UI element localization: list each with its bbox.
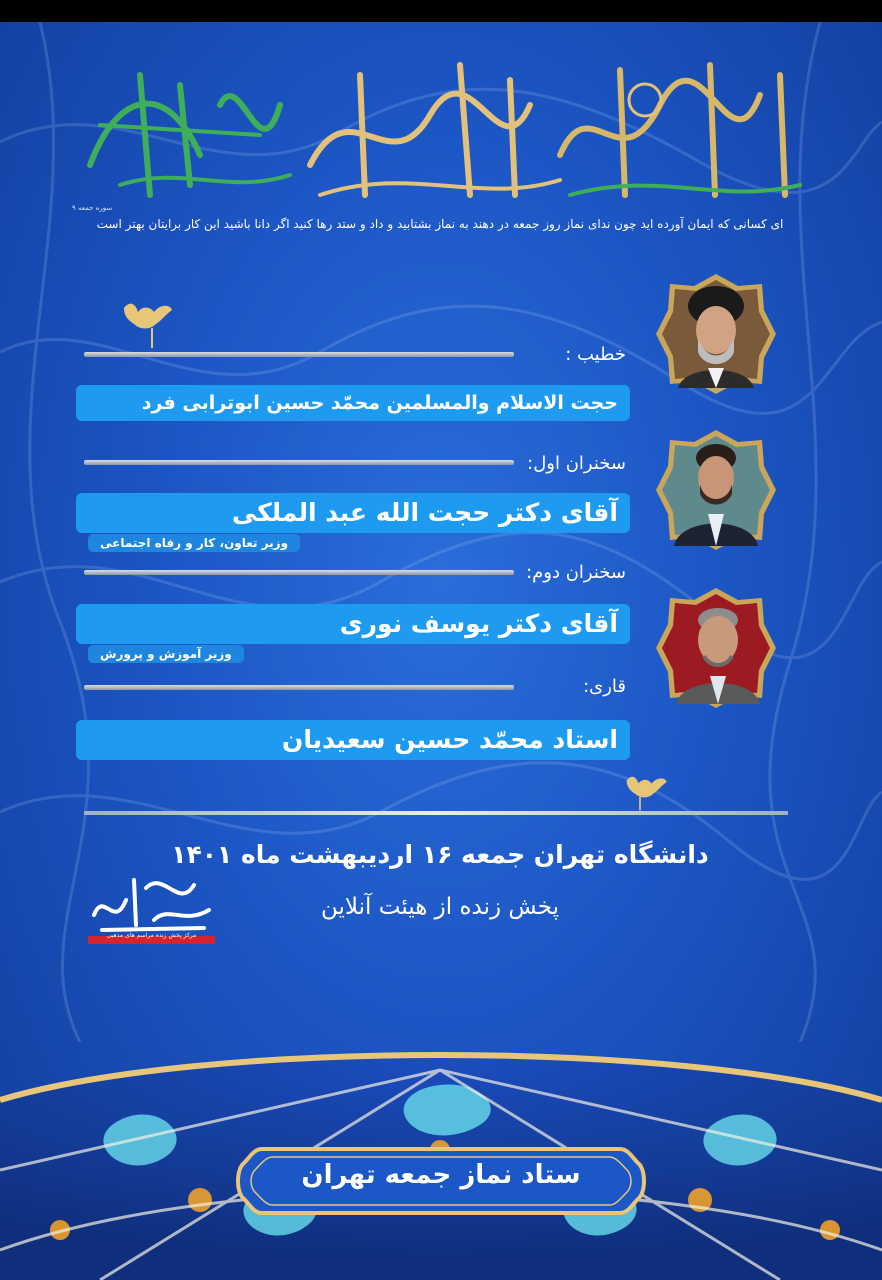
speaker-name-second: آقای دکتر یوسف نوری: [76, 604, 630, 644]
bird-ornament-icon: [116, 290, 176, 350]
divider: [84, 460, 514, 465]
speaker-name-first: آقای دکتر حجت الله عبد الملکی: [76, 493, 630, 533]
event-place-date: دانشگاه تهران جمعه ۱۶ اردیبهشت ماه ۱۴۰۱: [171, 840, 709, 869]
speaker-title-second: وزیر آموزش و پرورش: [88, 645, 244, 663]
role-label-first-speaker: سخنران اول:: [527, 453, 626, 474]
portrait-second-speaker: [654, 586, 778, 710]
live-broadcast-text: پخش زنده از هیئت آنلاین: [321, 894, 559, 920]
bird-ornament-icon: [620, 762, 670, 812]
surah-reference: سوره جمعه ۹: [72, 204, 113, 212]
divider: [84, 570, 514, 575]
role-label-khatib: خطیب :: [565, 344, 626, 365]
divider-line: [84, 811, 788, 815]
verse-translation: ای کسانی که ایمان آورده اید چون ندای نماز روز جمعه در دهند به نماز بشتابید و داد و ستد رها کنید اگر دانا باشید این کار برایتان بهتر است: [96, 217, 784, 231]
calligraphy-ornament: [60, 45, 820, 215]
portrait-khatib: [654, 272, 778, 396]
top-black-bar: [0, 0, 882, 22]
role-label-second-speaker: سخنران دوم:: [526, 562, 626, 583]
speaker-name-qari: استاد محمّد حسین سعیدیان: [76, 720, 630, 760]
org-name: ستاد نماز جمعه تهران: [301, 1160, 581, 1190]
role-label-qari: قاری:: [583, 676, 626, 697]
logo-caption: مرکز پخش زنده مراسم های مذهبی: [106, 932, 197, 939]
speaker-name-khatib: حجت الاسلام والمسلمین محمّد حسین ابوترابی فرد: [76, 385, 630, 421]
divider: [84, 352, 514, 357]
divider: [84, 685, 514, 690]
speaker-title-first: وزیر تعاون، کار و رفاه اجتماعی: [88, 534, 300, 552]
portrait-first-speaker: [654, 428, 778, 552]
